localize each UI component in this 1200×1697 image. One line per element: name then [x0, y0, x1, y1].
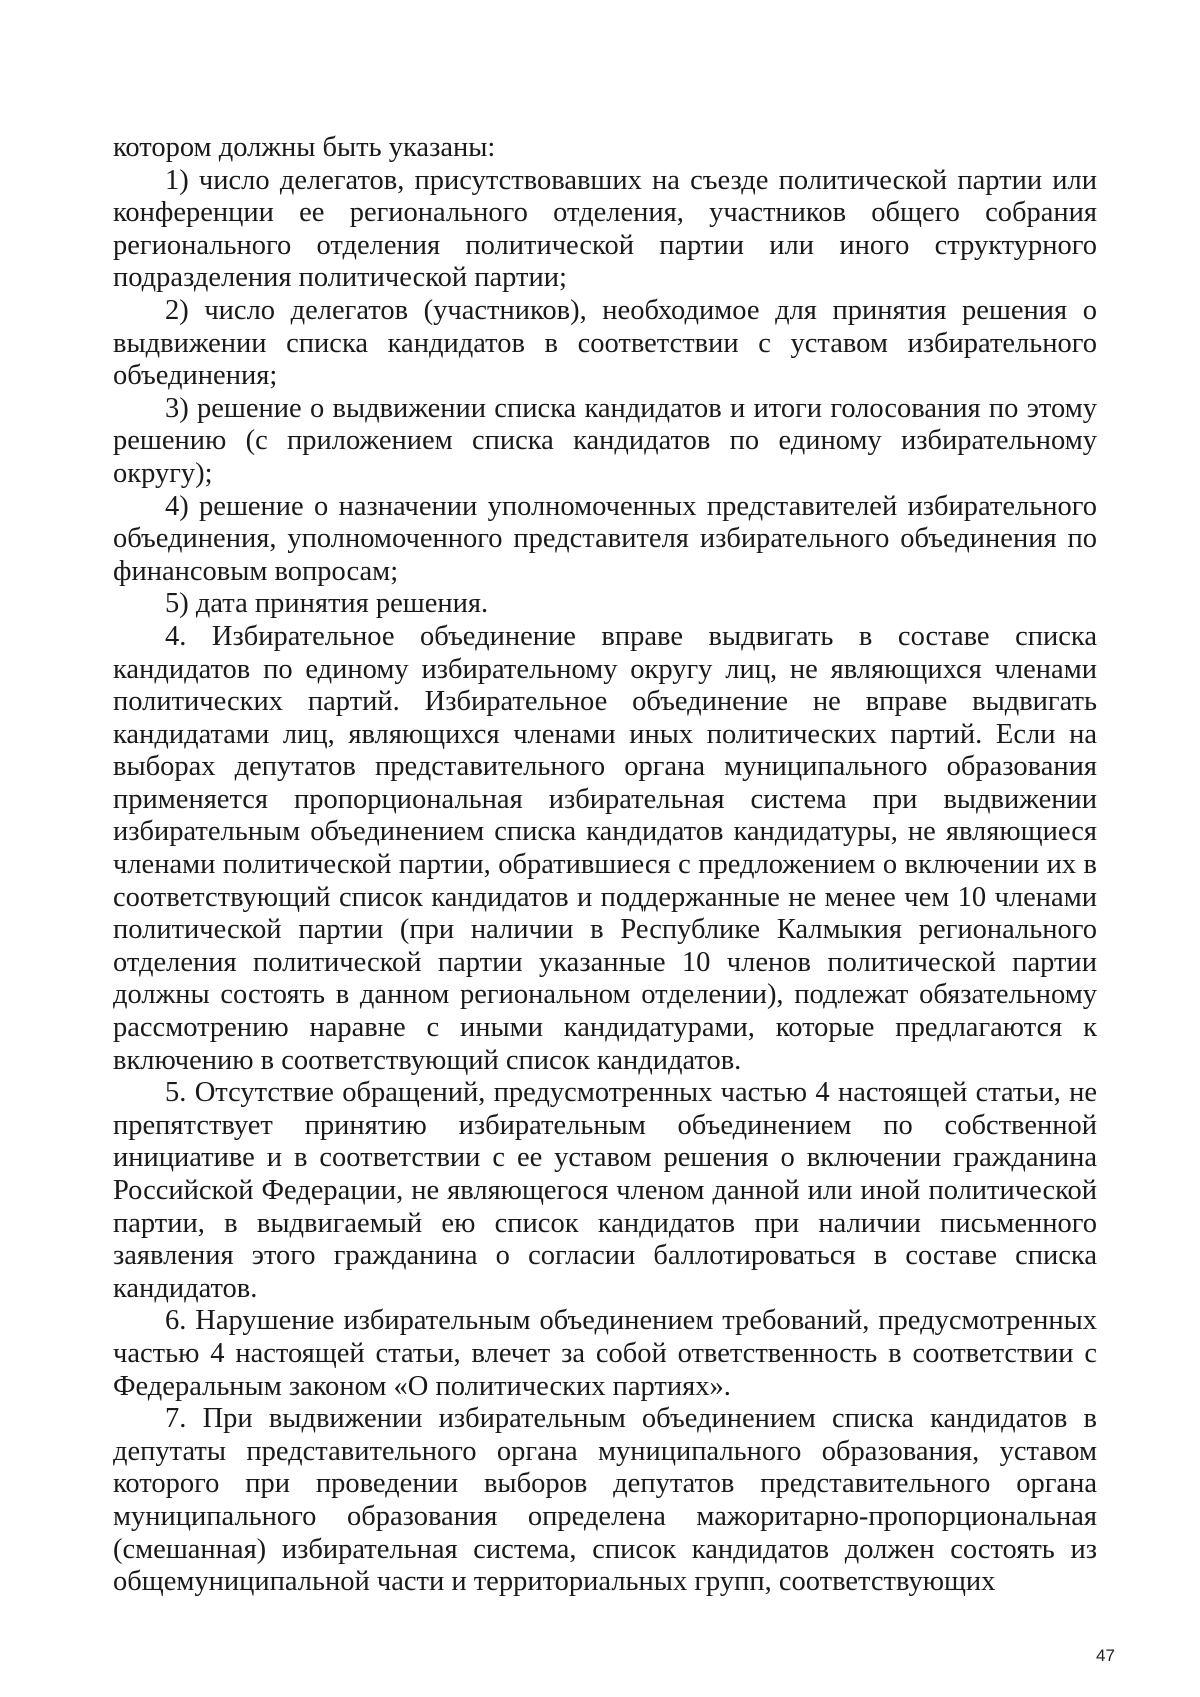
- paragraph-part-6: 6. Нарушение избирательным объединением требований, предусмотренных частью 4 настоящей статьи, влечет за собой ответственность в соответствии с Федеральным законом «О политических партиях».: [113, 1305, 1097, 1402]
- paragraph-item-1: 1) число делегатов, присутствовавших на съезде политической партии или конференции ее регионального отделения, участников общего собрания регионального отделения политической партии или иного структурного подразделения политической партии;: [113, 164, 1097, 294]
- paragraph-intro: котором должны быть указаны:: [113, 132, 496, 163]
- paragraph-part-4: 4. Избирательное объединение вправе выдвигать в составе списка кандидатов по единому избирательному округу лиц, не являющихся членами политических партий. Избирательное объединение не вправе выдвигать кандидатами лиц, являющихся членами иных политических партий. Если на выборах депутатов представительного органа муниципального образования применяется пропорциональная избирательная система при выдвижении избирательным объединением списка кандидатов кандидатуры, не являющиеся членами политической партии, обратившиеся с предложением о включении их в соответствующий список кандидатов и поддержанные не менее чем 10 членами политической партии (при наличии в Республике Калмыкия регионального отделения политической партии указанные 10 членов политической партии должны состоять в данном региональном отделении), подлежат обязательному рассмотрению наравне с иными кандидатурами, которые предлагаются к включению в соответствующий список кандидатов.: [113, 620, 1097, 1076]
- paragraph-item-4: 4) решение о назначении уполномоченных представителей избирательного объединения, уполномоченного представителя избирательного объединения по финансовым вопросам;: [113, 490, 1097, 587]
- paragraph-item-3: 3) решение о выдвижении списка кандидатов и итоги голосования по этому решению (с приложением списка кандидатов по единому избирательному округу);: [113, 392, 1097, 489]
- paragraph-part-5: 5. Отсутствие обращений, предусмотренных частью 4 настоящей статьи, не препятствует принятию избирательным объединением по собственной инициативе и в соответствии с ее уставом решения о включении гражданина Российской Федерации, не являющегося членом данной или иной политической партии, в выдвигаемый ею список кандидатов при наличии письменного заявления этого гражданина о согласии баллотироваться в составе списка кандидатов.: [113, 1077, 1097, 1304]
- document-body: [113, 132, 1097, 1599]
- page-number: 47: [1096, 1646, 1115, 1665]
- paragraph-item-5: 5) дата принятия решения.: [165, 588, 489, 620]
- paragraph-part-7: 7. При выдвижении избирательным объединением списка кандидатов в депутаты представительного органа муниципального образования, уставом которого при проведении выборов депутатов представительного органа муниципального образования определена мажоритарно-пропорциональная (смешанная) избирательная система, список кандидатов должен состоять из общемуниципальной части и территориальных групп, соответствующих: [113, 1403, 1097, 1598]
- paragraph-item-2: 2) число делегатов (участников), необходимое для принятия решения о выдвижении списка кандидатов в соответствии с уставом избирательного объединения;: [113, 294, 1097, 392]
